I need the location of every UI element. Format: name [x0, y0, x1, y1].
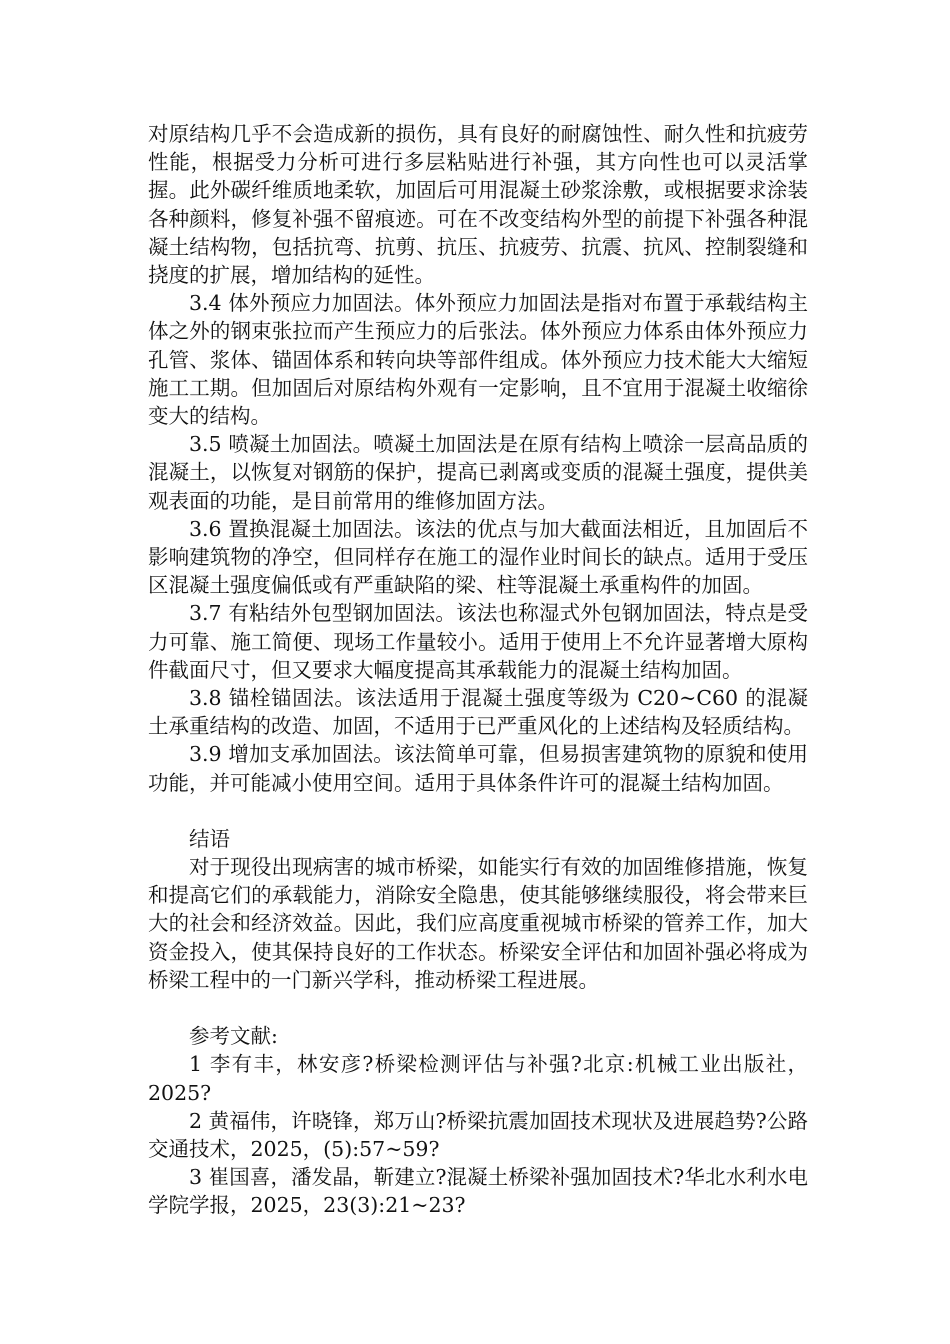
reference-item-3: 3 崔国喜，潘发晶，靳建立?混凝土桥梁补强加固技术?华北水利水电学院学报，2025，23(3):21~23?: [148, 1165, 808, 1218]
body-paragraph-continuation: 对原结构几乎不会造成新的损伤，具有良好的耐腐蚀性、耐久性和抗疲劳性能，根据受力分析可进行多层粘贴进行补强，其方向性也可以灵活掌握。此外碳纤维质地柔软，加固后可用混凝土砂浆涂敷，或根据要求涂装各种颜料，修复补强不留痕迹。可在不改变结构外型的前提下补强各种混凝土结构物，包括抗弯、抗剪、抗压、抗疲劳、抗震、抗风、控制裂缝和挠度的扩展，增加结构的延性。: [148, 122, 808, 288]
section-3-7-paragraph: 3.7 有粘结外包型钢加固法。该法也称湿式外包钢加固法，特点是受力可靠、施工简便、现场工作量较小。适用于使用上不允许显著增大原构件截面尺寸，但又要求大幅度提高其承载能力的混凝土结构加固。: [148, 601, 808, 682]
conclusion-heading: 结语: [189, 826, 230, 851]
spacer: [148, 797, 808, 825]
section-3-5-paragraph: 3.5 喷凝土加固法。喷凝土加固法是在原有结构上喷涂一层高品质的混凝土，以恢复对钢筋的保护，提高已剥离或变质的混凝土强度，提供美观表面的功能，是目前常用的维修加固方法。: [148, 432, 808, 513]
references-heading: 参考文献:: [189, 1024, 278, 1049]
conclusion-paragraph: 对于现役出现病害的城市桥梁，如能实行有效的加固维修措施，恢复和提高它们的承载能力，消除安全隐患，使其能够继续服役，将会带来巨大的社会和经济效益。因此，我们应高度重视城市桥梁的管养工作，加大资金投入，使其保持良好的工作状态。桥梁安全评估和加固补强必将成为桥梁工程中的一门新兴学科，推动桥梁工程进展。: [148, 855, 808, 992]
document-page: [148, 120, 808, 1220]
section-3-8-paragraph: 3.8 锚栓锚固法。该法适用于混凝土强度等级为 C20~C60 的混凝土承重结构的改造、加固，不适用于已严重风化的上述结构及轻质结构。: [148, 686, 808, 739]
section-3-6-paragraph: 3.6 置换混凝土加固法。该法的优点与加大截面法相近，且加固后不影响建筑物的净空，但同样存在施工的湿作业时间长的缺点。适用于受压区混凝土强度偏低或有严重缺陷的梁、柱等混凝土承重构件的加固。: [148, 516, 808, 598]
section-3-9-paragraph: 3.9 增加支承加固法。该法简单可靠，但易损害建筑物的原貌和使用功能，并可能减小使用空间。适用于具体条件许可的混凝土结构加固。: [148, 742, 808, 795]
spacer: [148, 994, 808, 1022]
reference-item-1: 1 李有丰，林安彦?桥梁检测评估与补强?北京:机械工业出版社，2025?: [148, 1052, 808, 1105]
reference-item-2: 2 黄福伟，许晓锋，郑万山?桥梁抗震加固技术现状及进展趋势?公路交通技术，2025，(5):57~59?: [148, 1108, 808, 1161]
section-3-4-paragraph: 3.4 体外预应力加固法。体外预应力加固法是指对布置于承载结构主体之外的钢束张拉而产生预应力的后张法。体外预应力体系由体外预应力孔管、浆体、锚固体系和转向块等部件组成。体外预应力技术能大大缩短施工工期。但加固后对原结构外观有一定影响，且不宜用于混凝土收缩徐变大的结构。: [148, 291, 808, 429]
